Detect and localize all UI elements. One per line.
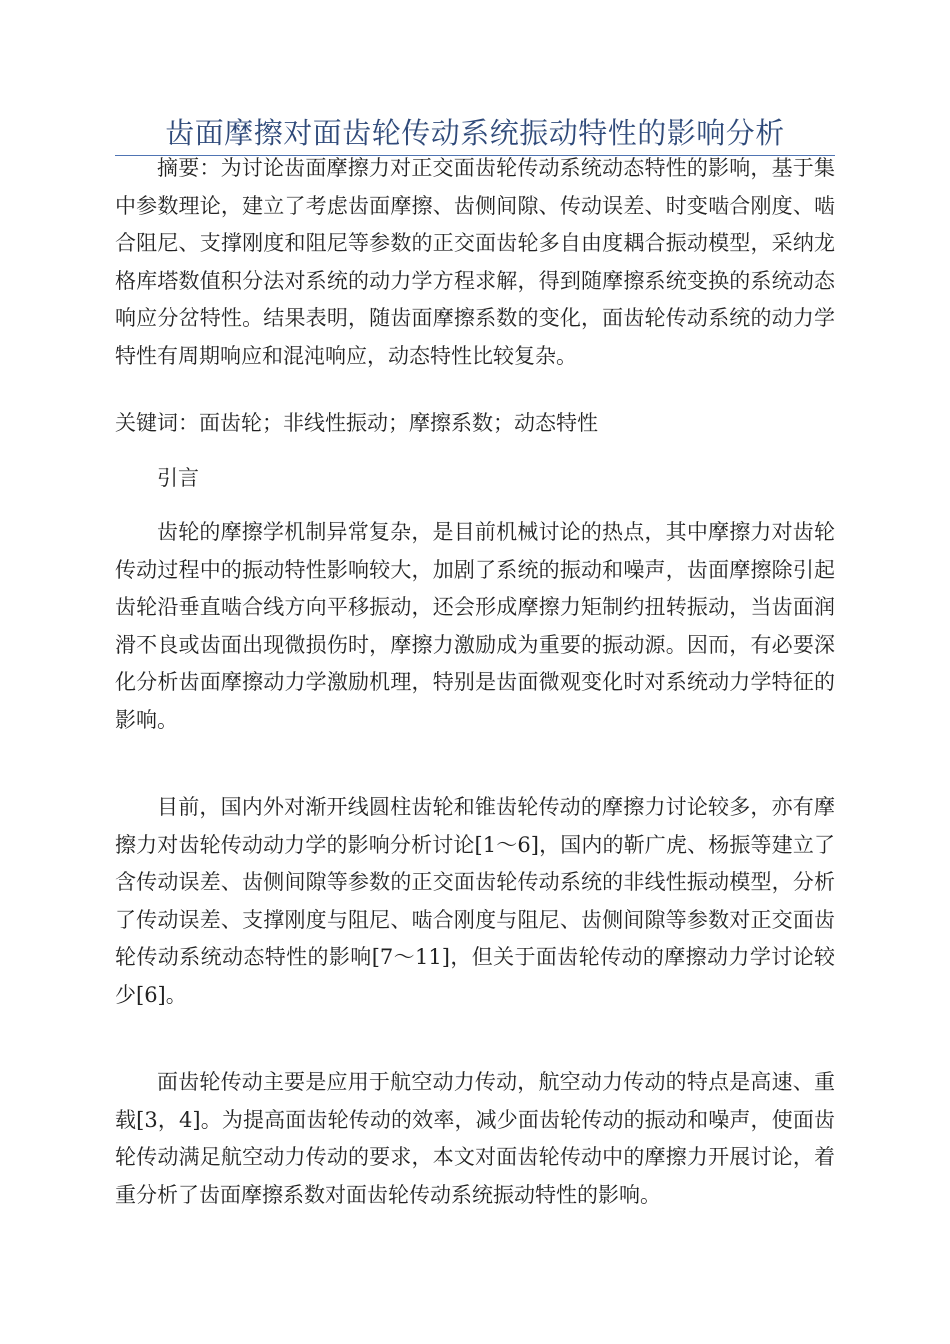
document-title: 齿面摩擦对面齿轮传动系统振动特性的影响分析: [165, 116, 785, 150]
body-paragraph: 面齿轮传动主要是应用于航空动力传动，航空动力传动的特点是高速、重载[3，4]。为提高面齿轮传动的效率，减少面齿轮传动的振动和噪声，使面齿轮传动满足航空动力传动的要求，本文对面齿轮传动中的摩擦力开展讨论，着重分析了齿面摩擦系数对面齿轮传动系统振动特性的影响。: [115, 1070, 835, 1207]
keywords-line: 关键词：面齿轮；非线性振动；摩擦系数；动态特性: [115, 411, 598, 435]
body-paragraph: 齿轮的摩擦学机制异常复杂，是目前机械讨论的热点，其中摩擦力对齿轮传动过程中的振动特性影响较大，加剧了系统的振动和噪声，齿面摩擦除引起齿轮沿垂直啮合线方向平移振动，还会形成摩擦力矩制约扭转振动，当齿面润滑不良或齿面出现微损伤时，摩擦力激励成为重要的振动源。因而，有必要深化分析齿面摩擦动力学激励机理，特别是齿面微观变化时对系统动力学特征的影响。: [115, 520, 835, 732]
body-paragraph: 目前，国内外对渐开线圆柱齿轮和锥齿轮传动的摩擦力讨论较多，亦有摩擦力对齿轮传动动力学的影响分析讨论[1～6]，国内的靳广虎、杨振等建立了含传动误差、齿侧间隙等参数的正交面齿轮传动系统的非线性振动模型，分析了传动误差、支撑刚度与阻尼、啮合刚度与阻尼、齿侧间隙等参数对正交面齿轮传动系统动态特性的影响[7～11]，但关于面齿轮传动的摩擦动力学讨论较少[6]。: [115, 795, 835, 1007]
abstract-paragraph: 摘要：为讨论齿面摩擦力对正交面齿轮传动系统动态特性的影响，基于集中参数理论，建立了考虑齿面摩擦、齿侧间隙、传动误差、时变啮合刚度、啮合阻尼、支撑刚度和阻尼等参数的正交面齿轮多自由度耦合振动模型，采纳龙格库塔数值积分法对系统的动力学方程求解，得到随摩擦系统变换的系统动态响应分岔特性。结果表明，随齿面摩擦系数的变化，面齿轮传动系统的动力学特性有周期响应和混沌响应，动态特性比较复杂。: [115, 156, 835, 368]
section-heading-intro: 引言: [157, 466, 199, 490]
